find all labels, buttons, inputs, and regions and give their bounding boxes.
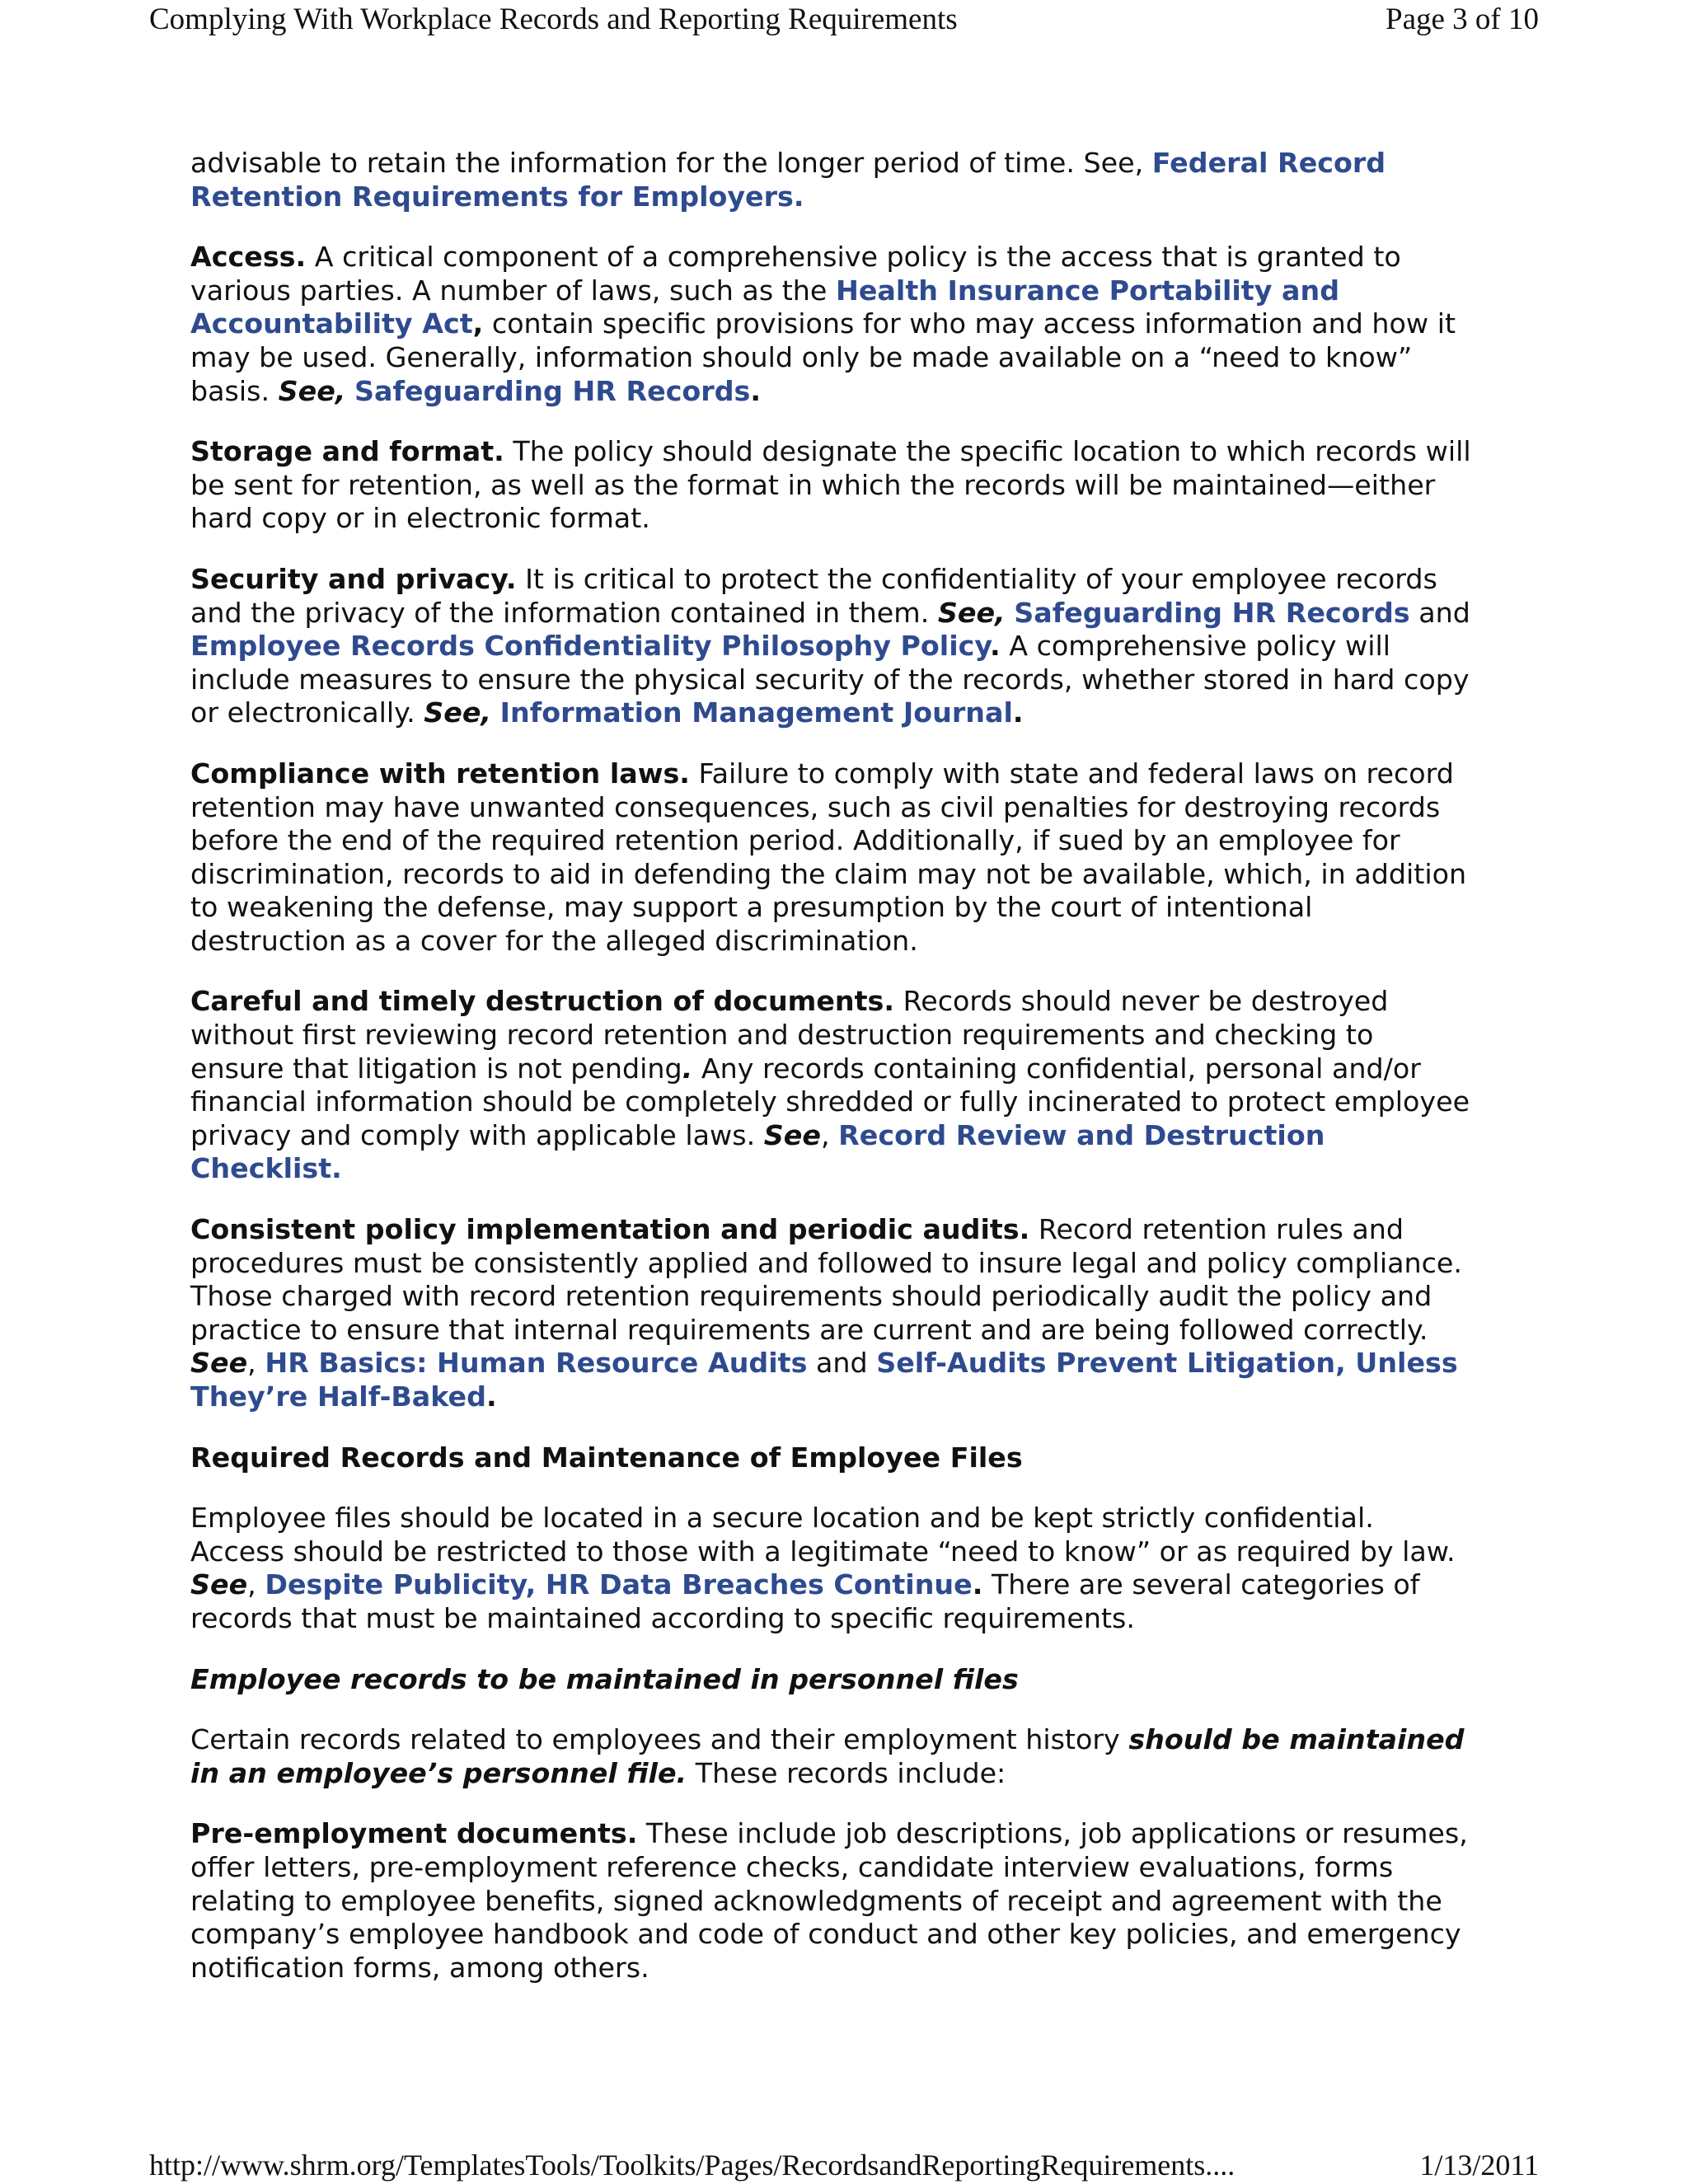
storage-heading: Storage and format. [190, 435, 504, 468]
compliance-heading: Compliance with retention laws. [190, 757, 690, 790]
required-records-heading: Required Records and Maintenance of Employee Files [190, 1441, 1023, 1474]
security-paragraph: Security and privacy. It is critical to protect the confidentiality of your employee records and the privacy of the information contained in them. See, Safeguarding HR Records and Employee Records Confidentiality Philosophy Policy. A comprehensive policy will include measures to ensure the physical security of the records, whether stored in hard copy or electronically. See, Information Management Journal. [190, 562, 1470, 729]
certain-records-paragraph: Certain records related to employees and their employment history should be maintained in an employee’s personnel file. These records include: [190, 1723, 1465, 1789]
document-body [190, 147, 1472, 2012]
link-safeguarding-hr-records[interactable]: Safeguarding HR Records [354, 374, 751, 407]
page-header [0, 0, 1688, 49]
security-heading: Security and privacy. [190, 562, 517, 595]
link-self-audits[interactable]: Self-Audits Prevent Litigation, Unless They’re Half-Baked [190, 1347, 1458, 1413]
link-information-management-journal[interactable]: Information Management Journal [499, 696, 1013, 729]
page-number: Page 3 of 10 [1386, 2, 1539, 36]
personnel-files-heading: Employee records to be maintained in personnel files [190, 1662, 1019, 1695]
preemployment-heading: Pre-employment documents. [190, 1817, 638, 1850]
link-hr-data-breaches[interactable]: Despite Publicity, HR Data Breaches Continue [265, 1568, 973, 1601]
employee-files-paragraph: Employee files should be located in a secure location and be kept strictly confidential. Access should be restricted to those with a legitimate “need to know” or as required by law. See, Despite Publicity, HR Data Breaches Continue. There are several categories of records that must be maintained according to specific requirements. [190, 1502, 1456, 1634]
storage-paragraph: Storage and format. The policy should designate the specific location to which records will be sent for retention, as well as the format in which the records will be maintained—either hard copy or in electronic format. [190, 435, 1471, 535]
audits-heading: Consistent policy implementation and periodic audits. [190, 1213, 1030, 1246]
link-safeguarding-hr-records-2[interactable]: Safeguarding HR Records [1014, 596, 1410, 629]
destruction-heading: Careful and timely destruction of documents. [190, 985, 895, 1018]
link-hr-basics-audits[interactable]: HR Basics: Human Resource Audits [265, 1347, 808, 1380]
preemployment-paragraph: Pre-employment documents. These include job descriptions, job applications or resumes, offer letters, pre-employment reference checks, candidate interview evaluations, forms relating to employee benefits, signed acknowledgments of receipt and agreement with the company’s employee handbook and code of conduct and other key policies, and emergency notification forms, among others. [190, 1817, 1468, 1984]
link-federal-record-retention[interactable]: Federal Record Retention Requirements for Employers. [190, 147, 1386, 213]
link-record-review-checklist[interactable]: Record Review and Destruction Checklist. [190, 1118, 1325, 1185]
destruction-paragraph: Careful and timely destruction of documents. Records should never be destroyed without first reviewing record retention and destruction requirements and checking to ensure that litigation is not pending. Any records containing confidential, personal and/or financial information should be completely shredded or fully incinerated to protect employee privacy and comply with applicable laws. See, Record Review and Destruction Checklist. [190, 985, 1470, 1185]
link-hipaa[interactable]: Health Insurance Portability and Accountability Act [190, 274, 1340, 340]
compliance-paragraph: Compliance with retention laws. Failure to comply with state and federal laws on record retention may have unwanted consequences, such as civil penalties for destroying records before the end of the required retention period. Additionally, if sued by an employee for discrimination, records to aid in defending the claim may not be available, which, in addition to weakening the defense, may support a presumption by the court of intentional destruction as a cover for the alleged discrimination. [190, 757, 1467, 957]
intro-paragraph: advisable to retain the information for the longer period of time. See, Federal Record Retention Requirements for Employers. [190, 147, 1386, 213]
page-footer [0, 2143, 1688, 2184]
footer-url: http://www.shrm.org/TemplatesTools/Toolkits/Pages/RecordsandReportingRequirements.... [149, 2149, 1236, 2182]
access-heading: Access. [190, 241, 307, 274]
access-paragraph: Access. A critical component of a comprehensive policy is the access that is granted to various parties. A number of laws, such as the Health Insurance Portability and Accountability Act, contain specific provisions for who may access information and how it may be used. Generally, information should only be made available on a “need to know” basis. See, Safeguarding HR Records. [190, 241, 1456, 407]
audits-paragraph: Consistent policy implementation and periodic audits. Record retention rules and procedures must be consistently applied and followed to insure legal and policy compliance. Those charged with record retention requirements should periodically audit the policy and practice to ensure that internal requirements are current and are being followed correctly. See, HR Basics: Human Resource Audits and Self-Audits Prevent Litigation, Unless They’re Half-Baked. [190, 1213, 1463, 1413]
footer-date: 1/13/2011 [1419, 2149, 1539, 2182]
document-title: Complying With Workplace Records and Reporting Requirements [149, 2, 958, 36]
link-confidentiality-policy[interactable]: Employee Records Confidentiality Philosophy Policy [190, 630, 991, 663]
